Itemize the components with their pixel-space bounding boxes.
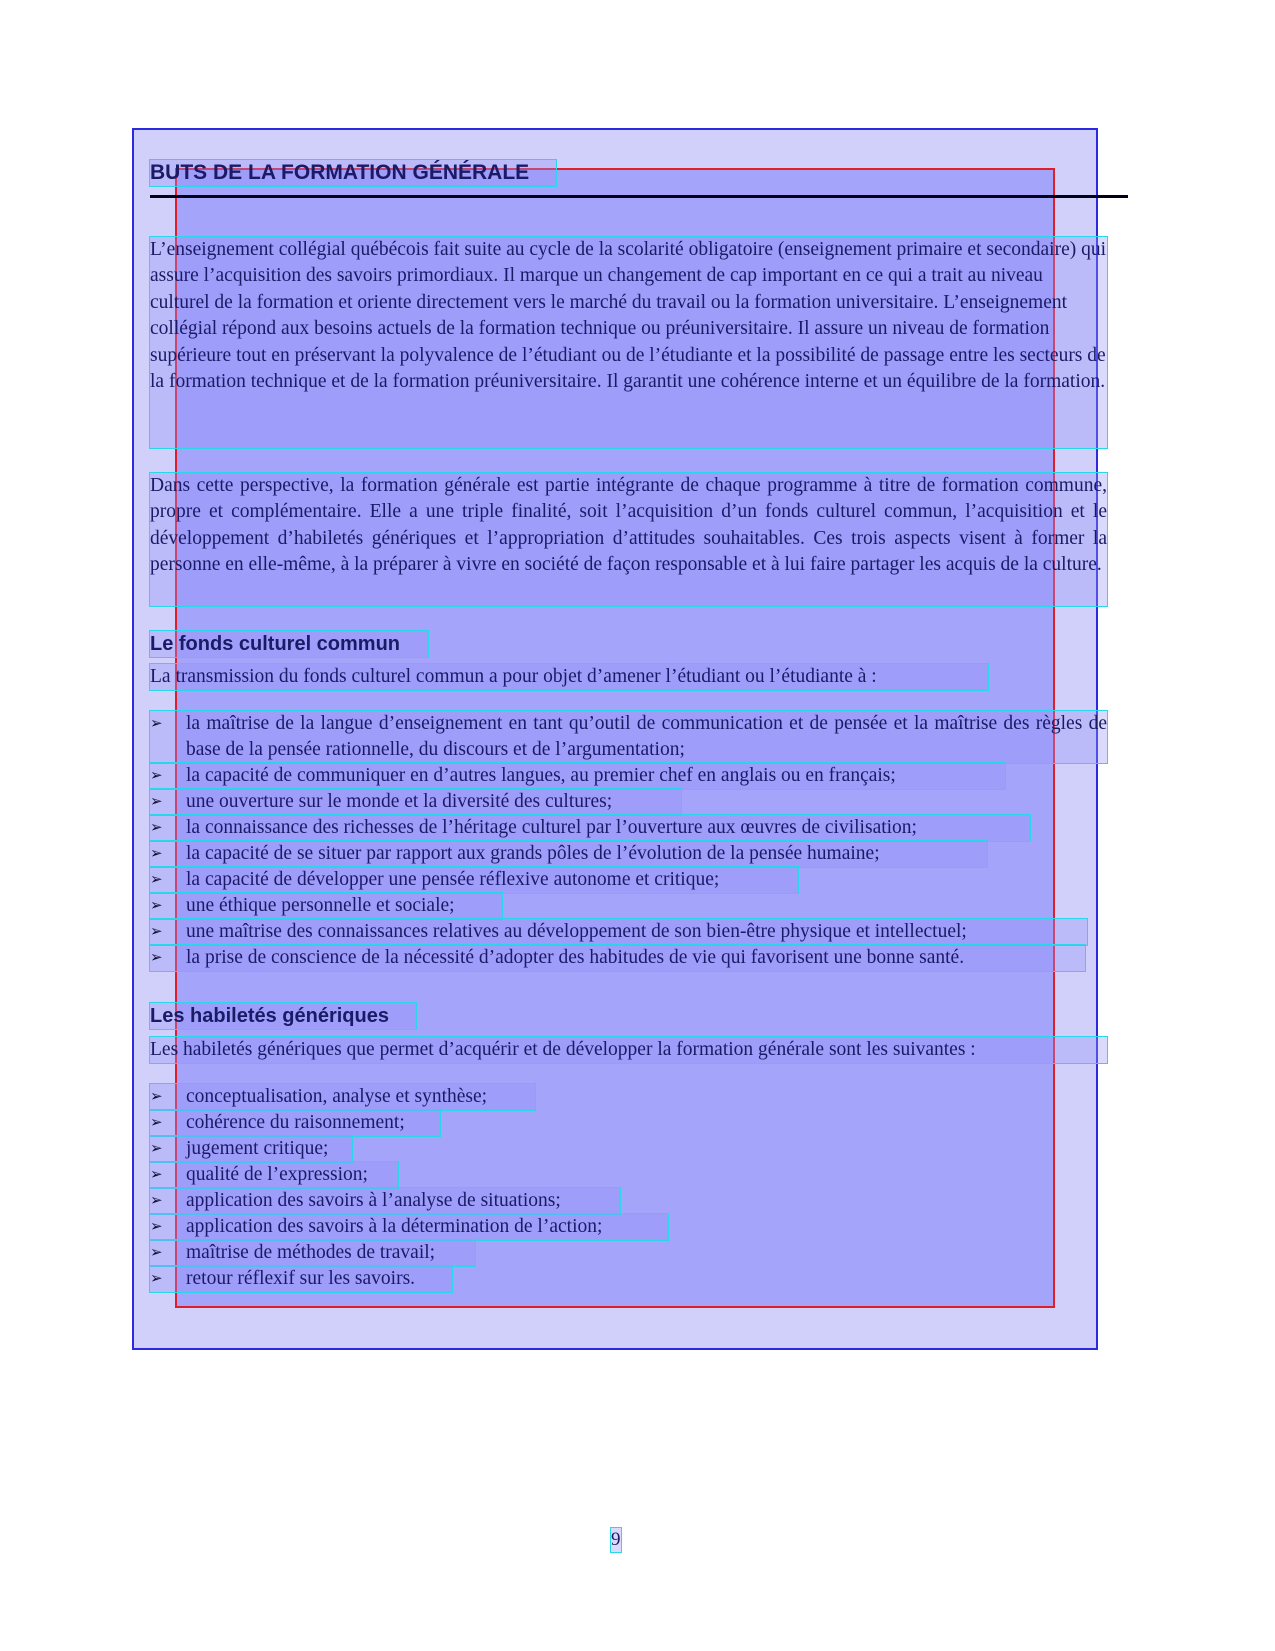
list-item-text: la prise de conscience de la nécessité d’adopter des habitudes de vie qui favorisent une bonne santé. <box>186 947 965 968</box>
list-item <box>150 945 1085 971</box>
section2-lead: Les habiletés génériques que permet d’acquérir et de développer la formation générale sont les suivantes : <box>150 1037 1107 1063</box>
bullet-arrow-icon: ➢ <box>150 820 163 836</box>
bullet-arrow-icon: ➢ <box>150 1141 163 1157</box>
list-item <box>150 919 1087 945</box>
list-item-text: la capacité de se situer par rapport aux grands pôles de l’évolution de la pensée humaine; <box>186 843 880 864</box>
list-item <box>150 1188 620 1214</box>
bullet-arrow-icon: ➢ <box>150 1089 163 1105</box>
bullet-arrow-icon: ➢ <box>150 950 163 966</box>
list-item <box>150 893 502 919</box>
list-item-text: maîtrise de méthodes de travail; <box>186 1242 436 1263</box>
intro-paragraph: L’enseignement collégial québécois fait suite au cycle de la scolarité obligatoire (enseignement primaire et secondaire) qui assure l’acquisition des savoirs primordiaux. Il marque un changement de cap important en ce qui a trait au niveau culturel de la formation et oriente directement vers le marché du travail ou la formation universitaire. L’enseignement collégial répond aux besoins actuels de la formation technique ou préuniversitaire. Il assure un niveau de formation supérieure tout en préservant la polyvalence de l’étudiant ou de l’étudiante et la possibilité de passage entre les secteurs de la formation technique et de la formation préuniversitaire. Il garantit une cohérence interne et un équilibre de la formation. <box>150 237 1107 448</box>
list-item-text: la maîtrise de la langue d’enseignement en tant qu’outil de communication et de pensée et la maîtrise des règles de base de la pensée rationnelle, du discours et de l’argumentation; <box>186 713 1107 761</box>
list-item <box>150 841 987 867</box>
bullet-arrow-icon: ➢ <box>150 716 163 732</box>
bullet-arrow-icon: ➢ <box>150 1219 163 1235</box>
list-item-text: la capacité de développer une pensée réflexive autonome et critique; <box>186 869 720 890</box>
page-number: 9 <box>611 1529 621 1550</box>
section1-lead: La transmission du fonds culturel commun a pour objet d’amener l’étudiant ou l’étudiante à : <box>150 664 988 690</box>
list-item-text: la connaissance des richesses de l’héritage culturel par l’ouverture aux œuvres de civilisation; <box>186 817 917 838</box>
list-item-text: cohérence du raisonnement; <box>186 1112 405 1133</box>
bullet-arrow-icon: ➢ <box>150 768 163 784</box>
list-item-text: une éthique personnelle et sociale; <box>186 895 455 916</box>
list-item <box>150 789 681 815</box>
bullet-arrow-icon: ➢ <box>150 924 163 940</box>
list-item-text: application des savoirs à la détermination de l’action; <box>186 1216 603 1237</box>
list-item <box>150 1136 352 1162</box>
list-item <box>150 1214 668 1240</box>
list-item <box>150 1266 452 1292</box>
list-item-text: application des savoirs à l’analyse de situations; <box>186 1190 561 1211</box>
list-item <box>150 1240 475 1266</box>
bullet-arrow-icon: ➢ <box>150 872 163 888</box>
list-item <box>150 763 1005 789</box>
list-item <box>150 1084 535 1110</box>
list-item-text: une ouverture sur le monde et la diversité des cultures; <box>186 791 613 812</box>
perspective-paragraph: Dans cette perspective, la formation générale est partie intégrante de chaque programme à titre de formation commune, propre et complémentaire. Elle a une triple finalité, soit l’acquisition d’un fonds culturel commun, l’acquisition et le développement d’habiletés génériques et l’appropriation d’attitudes souhaitables. Ces trois aspects visent à former la personne en elle-même, à la préparer à vivre en société de façon responsable et à lui faire partager les acquis de la culture. <box>150 473 1107 606</box>
list-item <box>150 1162 398 1188</box>
list-item-text: qualité de l’expression; <box>186 1164 368 1185</box>
heading-rule <box>150 195 1128 198</box>
list-item <box>150 1110 440 1136</box>
list-item-text: une maîtrise des connaissances relatives au développement de son bien-être physique et intellectuel; <box>186 921 967 942</box>
bullet-arrow-icon: ➢ <box>150 1167 163 1183</box>
list-item <box>150 815 1030 841</box>
list-item-text: retour réflexif sur les savoirs. <box>186 1268 416 1289</box>
section1-title: Le fonds culturel commun <box>150 631 428 657</box>
section2-title: Les habiletés génériques <box>150 1003 416 1029</box>
list-item-text: la capacité de communiquer en d’autres langues, au premier chef en anglais ou en français; <box>186 765 896 786</box>
list-item <box>150 867 798 893</box>
bullet-arrow-icon: ➢ <box>150 1193 163 1209</box>
bullet-arrow-icon: ➢ <box>150 1271 163 1287</box>
bullet-arrow-icon: ➢ <box>150 898 163 914</box>
bullet-arrow-icon: ➢ <box>150 846 163 862</box>
list-item-text: jugement critique; <box>186 1138 329 1159</box>
list-item <box>150 711 1107 763</box>
bullet-arrow-icon: ➢ <box>150 794 163 810</box>
list-item-text: conceptualisation, analyse et synthèse; <box>186 1086 488 1107</box>
bullet-arrow-icon: ➢ <box>150 1245 163 1261</box>
main-heading: BUTS DE LA FORMATION GÉNÉRALE <box>150 160 556 186</box>
bullet-arrow-icon: ➢ <box>150 1115 163 1131</box>
